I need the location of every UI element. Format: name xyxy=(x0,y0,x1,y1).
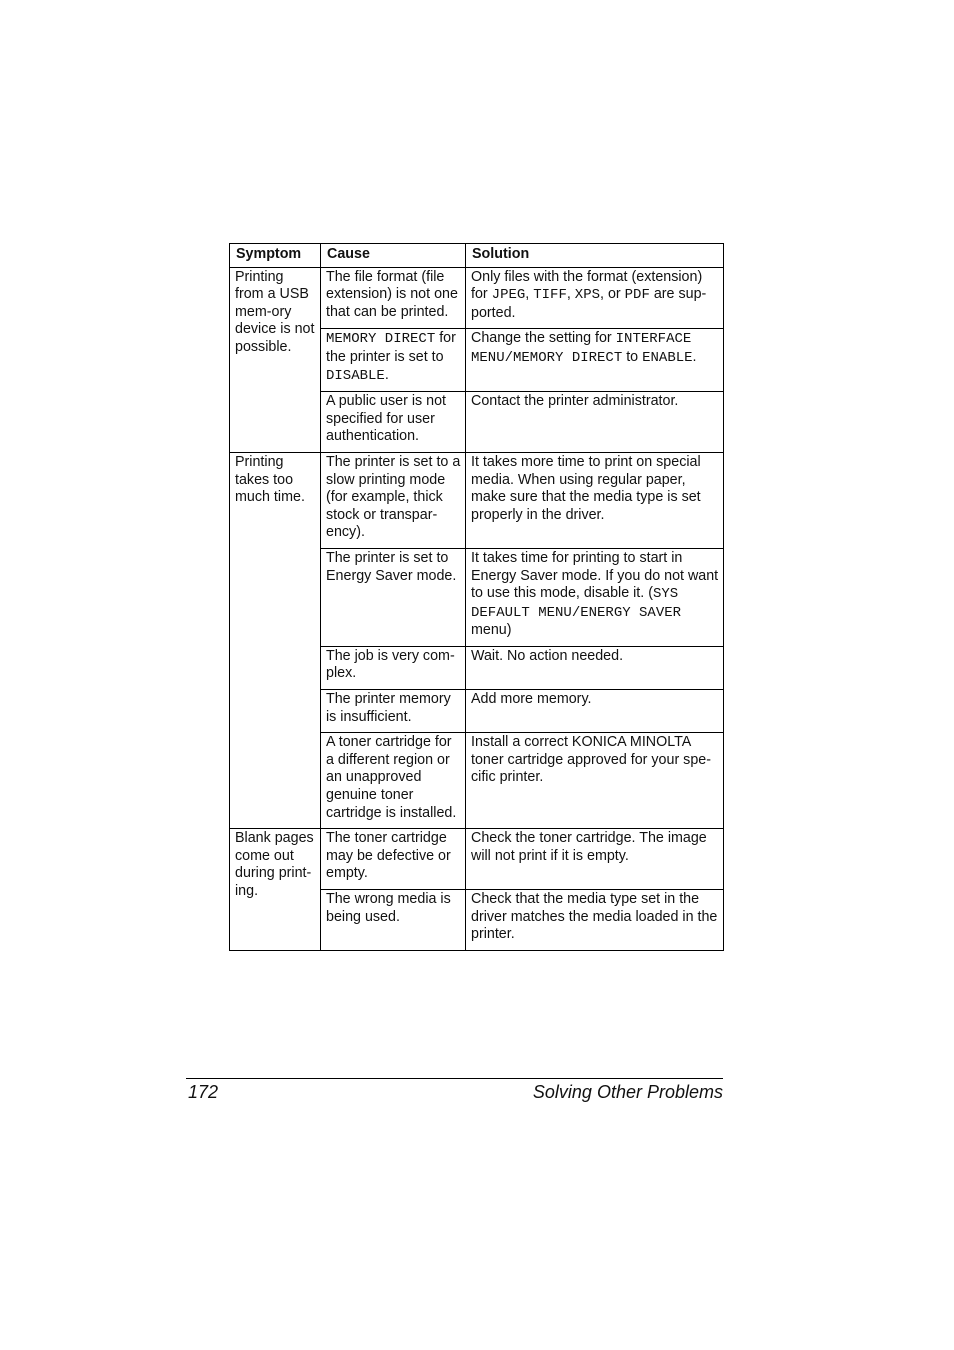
footer-divider xyxy=(186,1078,723,1079)
cell-text: Change the setting for xyxy=(471,330,616,347)
code-text: SYS DEFAULT MENU/ENERGY SAVER xyxy=(471,586,682,621)
cell-text: The file format (file extension) is not one that can be printed. xyxy=(326,268,458,320)
table-row xyxy=(230,452,724,548)
solution-cell xyxy=(466,890,724,951)
solution-cell xyxy=(466,733,724,829)
symptom-header: Symptom xyxy=(230,244,321,268)
table-row xyxy=(230,829,724,890)
cause-cell xyxy=(321,646,466,689)
cell-text: Wait. No action needed. xyxy=(471,647,624,664)
cause-cell xyxy=(321,690,466,733)
cause-header: Cause xyxy=(321,244,466,268)
cell-text: are sup-ported. xyxy=(471,286,707,321)
cell-text: It takes time for printing to start in Energy Saver mode. If you do not want to use this mode, disable it. ( xyxy=(471,549,719,602)
cell-text: The job is very com-plex. xyxy=(326,647,455,682)
symptom-cell: Blank pages come out during print-ing. xyxy=(230,829,321,951)
cause-cell xyxy=(321,392,466,453)
symptom-cell: Printing takes too much time. xyxy=(230,452,321,828)
solution-cell xyxy=(466,646,724,689)
cause-cell xyxy=(321,452,466,548)
cell-text: to xyxy=(622,348,643,365)
section-title: Solving Other Problems xyxy=(532,1082,723,1102)
solution-cell xyxy=(466,452,724,548)
table-row xyxy=(230,267,724,329)
cell-text: menu) xyxy=(471,622,512,639)
code-text: INTERFACE MENU/MEMORY DIRECT xyxy=(471,331,692,366)
cell-text: Install a correct KONICA MINOLTA toner cartridge approved for your spe-cific printer. xyxy=(471,734,711,786)
cell-text: , or xyxy=(600,286,625,303)
cell-text: The printer is set to Energy Saver mode. xyxy=(326,549,457,584)
code-text: JPEG xyxy=(491,287,526,304)
code-text: PDF xyxy=(624,287,650,304)
cause-cell xyxy=(321,890,466,951)
solution-cell xyxy=(466,690,724,733)
page-number: 172 xyxy=(188,1082,219,1102)
code-text: DISABLE xyxy=(326,367,385,384)
cell-text: It takes more time to print on special media. When using regular paper, make sure that the media type is set properly in the driver. xyxy=(471,453,701,523)
troubleshooting-table xyxy=(229,243,724,951)
solution-cell xyxy=(466,267,724,329)
code-text: XPS xyxy=(574,287,601,304)
cell-text: The wrong media is being used. xyxy=(326,891,451,925)
table-header-row xyxy=(230,244,724,268)
solution-header: Solution xyxy=(466,244,724,268)
cell-text: , xyxy=(566,286,575,303)
cell-text: . xyxy=(384,366,389,383)
cause-cell xyxy=(321,733,466,829)
code-text: MEMORY DIRECT xyxy=(326,331,436,348)
cell-text: The printer memory is insufficient. xyxy=(326,691,451,725)
cell-text: A toner cartridge for a different region or an unapproved genuine toner cartridge is installed. xyxy=(326,734,457,821)
solution-cell xyxy=(466,392,724,453)
code-text: ENABLE xyxy=(642,349,693,366)
symptom-cell: Printing from a USB mem-ory device is not possible. xyxy=(230,267,321,452)
code-text: TIFF xyxy=(533,287,567,304)
cell-text: The toner cartridge may be defective or empty. xyxy=(326,830,451,882)
cause-cell xyxy=(321,829,466,890)
cause-cell xyxy=(321,329,466,392)
cell-text: The printer is set to a slow printing mode (for example, thick stock or transpar-ency). xyxy=(326,453,461,541)
cause-cell xyxy=(321,548,466,646)
cell-text: , xyxy=(525,286,534,303)
cell-text: for the printer is set to xyxy=(326,330,456,365)
cell-text: Check that the media type set in the driver matches the media loaded in the printer. xyxy=(471,891,718,943)
cause-cell xyxy=(321,267,466,329)
cell-text: A public user is not specified for user authentication. xyxy=(326,393,447,445)
cell-text: Add more memory. xyxy=(471,691,592,708)
cell-text: Check the toner cartridge. The image will not print if it is empty. xyxy=(471,830,707,864)
cell-text: Contact the printer administrator. xyxy=(471,393,679,410)
solution-cell xyxy=(466,329,724,392)
solution-cell xyxy=(466,829,724,890)
solution-cell xyxy=(466,548,724,646)
cell-text: . xyxy=(692,348,697,365)
cell-text: Only files with the format (extension) for xyxy=(471,268,703,303)
table-body xyxy=(230,267,724,950)
